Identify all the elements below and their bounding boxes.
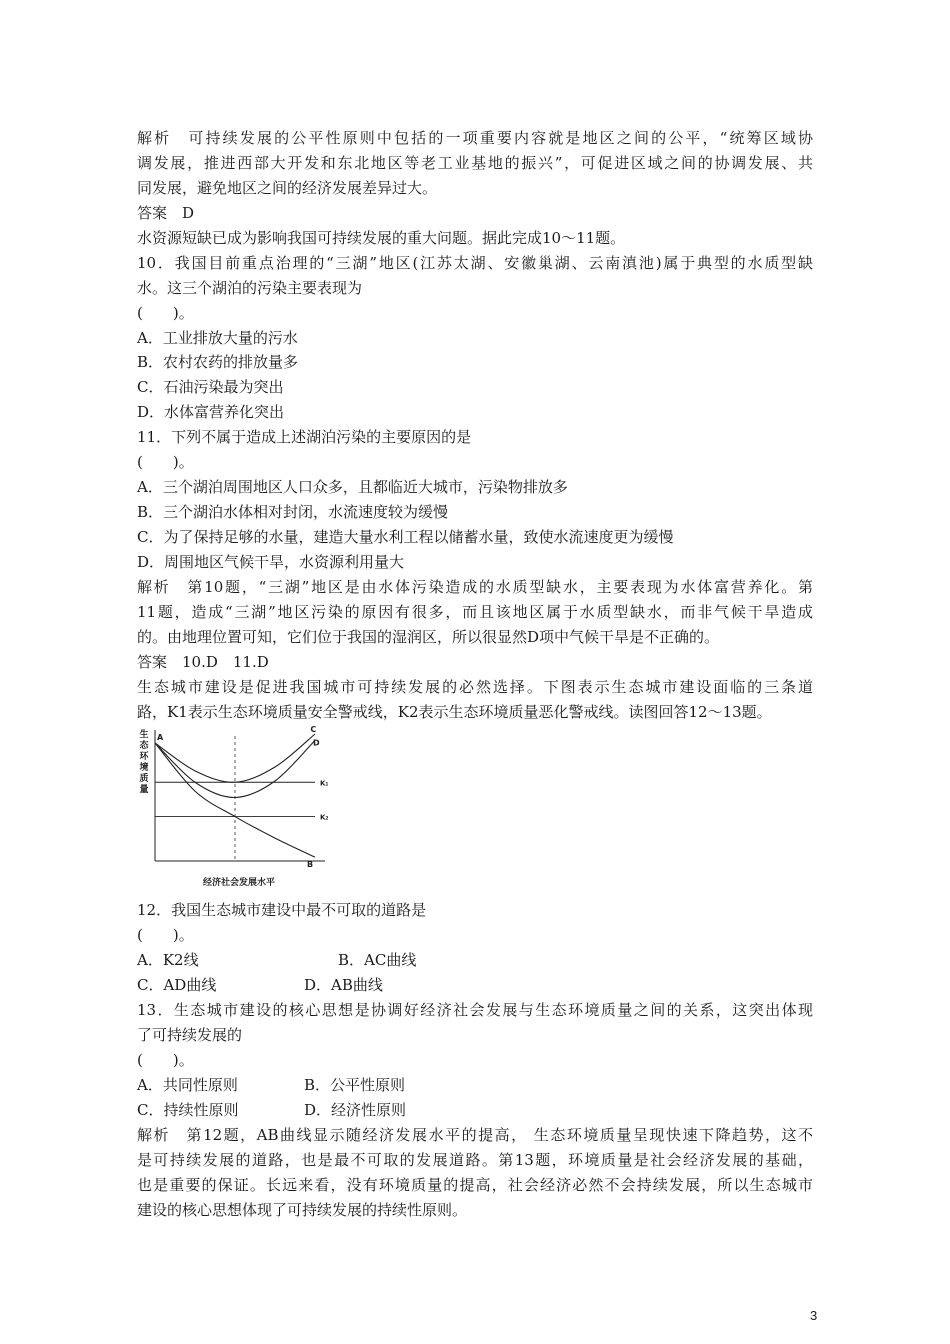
- analysis-text: 调发展，推进西部大开发和东北地区等老工业基地的振兴”，可促进区域之间的协调发展、共: [137, 154, 813, 172]
- y-axis-label-char: 质: [139, 774, 149, 784]
- answer-bracket: ( )。: [137, 1051, 194, 1069]
- question-10-stem: 水。这三个湖泊的污染主要表现为: [137, 279, 363, 297]
- analysis-text: 解析 可持续发展的公平性原则中包括的一项重要内容就是地区之间的公平，“统筹区域协: [137, 129, 813, 147]
- y-axis-label-char: 生: [139, 730, 149, 740]
- option-a: A．K2线: [137, 951, 199, 969]
- analysis-text: 11题，造成“三湖”地区污染的原因有很多，而且该地区属于水质型缺水，而非气候干旱造成: [137, 603, 813, 621]
- curve-label-c: C: [310, 726, 317, 734]
- eco-quality-chart: [135, 726, 340, 891]
- question-13-stem: 13．生态城市建设的核心思想是协调好经济社会发展与生态环境质量之间的关系，这突出体现: [137, 1001, 813, 1019]
- question-13-stem: 了可持续发展的: [137, 1026, 243, 1044]
- analysis-text: 同发展，避免地区之间的经济发展差异过大。: [137, 179, 438, 197]
- analysis-text: 解析 第10题，“三湖”地区是由水体污染造成的水质型缺水，主要表现为水体富营养化。第: [137, 578, 813, 596]
- intro-text: 生态城市建设是促进我国城市可持续发展的必然选择。下图表示生态城市建设面临的三条道: [137, 678, 813, 696]
- analysis-text: 建设的核心思想体现了可持续发展的持续性原则。: [137, 1201, 468, 1219]
- answer-bracket: ( )。: [137, 304, 194, 322]
- reference-label-k1: K₁: [320, 779, 329, 788]
- analysis-text: 是可持续发展的道路，也是最不可取的发展道路。第13题，环境质量是社会经济发展的基础，: [137, 1151, 813, 1169]
- intro-text: 路，K1表示生态环境质量安全警戒线，K2表示生态环境质量恶化警戒线。读图回答12～13题。: [137, 703, 772, 721]
- y-axis-label-char: 境: [139, 763, 149, 773]
- option-d: D．周围地区气候干旱，水资源利用量大: [137, 553, 405, 571]
- option-b: B．公平性原则: [304, 1076, 406, 1094]
- option-c: C．持续性原则: [137, 1101, 239, 1119]
- curve-label-b: B: [307, 860, 314, 870]
- page-number: 3: [810, 1308, 818, 1323]
- option-a: A．工业排放大量的污水: [137, 329, 298, 347]
- analysis-text: 解析 第12题，AB曲线显示随经济发展水平的提高， 生态环境质量呈现快速下降趋势，这不: [137, 1126, 813, 1144]
- answer-bracket: ( )。: [137, 453, 194, 471]
- curve-label-a: A: [157, 732, 164, 742]
- option-d: D．水体富营养化突出: [137, 403, 285, 421]
- curve-label-d: D: [313, 738, 320, 748]
- y-axis-label-char: 量: [139, 785, 149, 795]
- option-b: B．AC曲线: [338, 951, 417, 969]
- option-c: C．石油污染最为突出: [137, 378, 284, 396]
- question-11-stem: 11．下列不属于造成上述湖泊污染的主要原因的是: [137, 428, 472, 446]
- intro-text: 水资源短缺已成为影响我国可持续发展的重大问题。据此完成10～11题。: [137, 229, 626, 247]
- question-12-stem: 12．我国生态城市建设中最不可取的道路是: [137, 901, 427, 919]
- analysis-text: 也是重要的保证。长远来看，没有环境质量的提高，社会经济必然不会持续发展，所以生态城市: [137, 1176, 813, 1194]
- answer-bracket: ( )。: [137, 926, 194, 944]
- answer-text: 答案 10.D 11.D: [137, 653, 269, 671]
- y-axis-label-char: 环: [139, 752, 149, 762]
- option-a: A．三个湖泊周围地区人口众多，且都临近大城市，污染物排放多: [137, 478, 568, 496]
- reference-label-k2: K₂: [320, 813, 329, 822]
- option-c: C．为了保持足够的水量，建造大量水利工程以储蓄水量，致使水流速度更为缓慢: [137, 528, 674, 546]
- x-axis-label: 经济社会发展水平: [202, 878, 276, 888]
- y-axis-label-char: 态: [139, 741, 149, 751]
- curve-ac: [155, 734, 315, 782]
- question-10-stem: 10．我国目前重点治理的“三湖”地区(江苏太湖、安徽巢湖、云南滇池)属于典型的水质型缺: [137, 254, 813, 272]
- option-b: B．农村农药的排放量多: [137, 353, 299, 371]
- option-b: B．三个湖泊水体相对封闭，水流速度较为缓慢: [137, 503, 449, 521]
- option-d: D．经济性原则: [304, 1101, 407, 1119]
- option-d: D．AB曲线: [304, 976, 383, 994]
- answer-text: 答案 D: [137, 204, 195, 222]
- option-a: A．共同性原则: [137, 1076, 238, 1094]
- option-c: C．AD曲线: [137, 976, 217, 994]
- analysis-text: 的。由地理位置可知，它们位于我国的湿润区，所以很显然D项中气候干旱是不正确的。: [137, 628, 720, 646]
